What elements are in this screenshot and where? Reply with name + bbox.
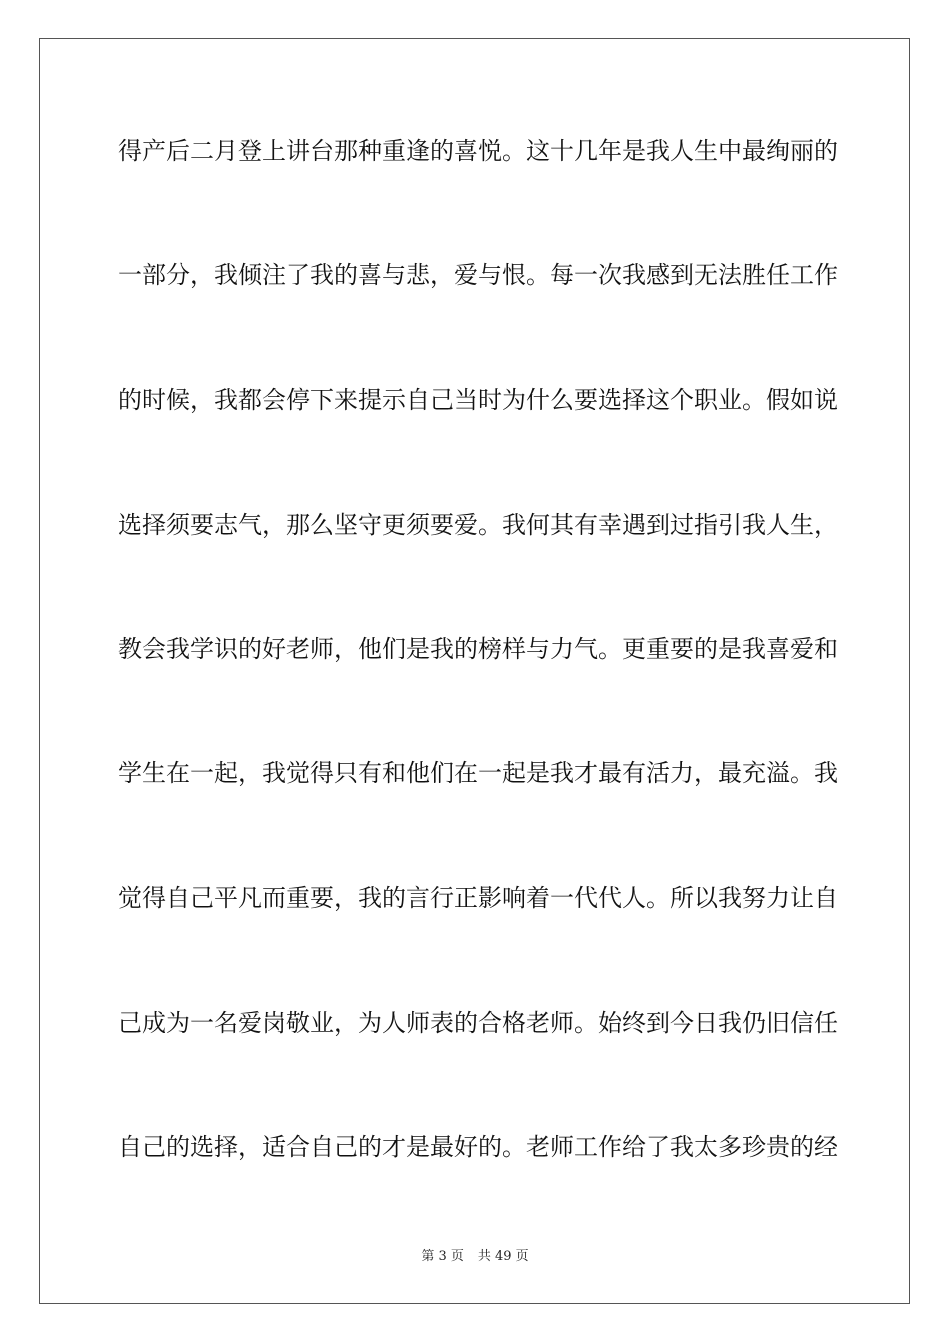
body-text-line: 己成为一名爱岗敬业，为人师表的合格老师。始终到今日我仍旧信任 [118, 1009, 838, 1037]
body-text-line: 学生在一起，我觉得只有和他们在一起是我才最有活力，最充溢。我 [118, 759, 838, 787]
total-pages: 共 49 页 [477, 1249, 529, 1264]
body-text-line: 自己的选择，适合自己的才是最好的。老师工作给了我太多珍贵的经 [118, 1133, 838, 1161]
page-footer [0, 1248, 950, 1266]
body-text-line: 选择须要志气，那么坚守更须要爱。我何其有幸遇到过指引我人生， [118, 511, 838, 539]
body-text-line: 的时候，我都会停下来提示自己当时为什么要选择这个职业。假如说 [118, 386, 838, 414]
page-border [39, 38, 910, 1304]
body-text-line: 一部分，我倾注了我的喜与悲，爱与恨。每一次我感到无法胜任工作 [118, 261, 838, 289]
body-text-line: 教会我学识的好老师，他们是我的榜样与力气。更重要的是我喜爱和 [118, 635, 838, 663]
body-text-line: 觉得自己平凡而重要，我的言行正影响着一代代人。所以我努力让自 [118, 884, 838, 912]
body-text-line: 得产后二月登上讲台那种重逢的喜悦。这十几年是我人生中最绚丽的 [118, 137, 838, 165]
page-number: 第 3 页 [421, 1249, 464, 1264]
